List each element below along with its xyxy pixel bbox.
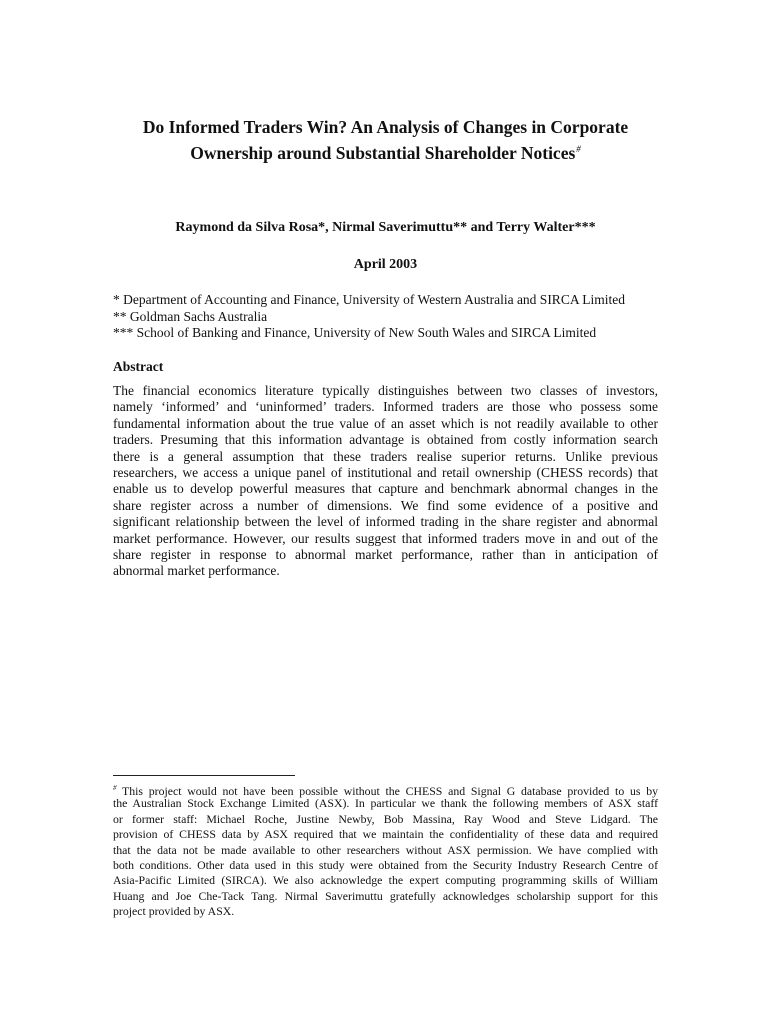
footnote-line: that the data not be made available to other researchers without ASX permission. We have complied with [113,842,658,857]
footnote-line: both conditions. Other data used in this study were obtained from the Security Industry Research Centre of [113,857,658,872]
affiliations [113,292,658,342]
abstract-line: market performance. However, our results suggest that informed traders move in and out of the [113,530,658,546]
affiliation: ** Goldman Sachs Australia [113,308,268,324]
abstract-line: enable us to develop powerful measures that capture and benchmark abnormal changes in the [113,481,658,497]
abstract-heading: Abstract [113,359,164,374]
author-list: Raymond da Silva Rosa*, Nirmal Saverimuttu** and Terry Walter*** [175,220,596,235]
title-line-1: Do Informed Traders Win? An Analysis of Changes in Corporate [142,117,629,137]
title-line-2-text: Ownership around Substantial Shareholder Notices [190,143,576,163]
footnote-line [113,781,658,796]
title-footnote-mark: # [576,144,581,154]
publication-date: April 2003 [353,257,418,272]
abstract-line: there is a general assumption that these traders realise superior returns. Unlike previous [113,448,658,464]
footnote-line: provision of CHESS data by ASX required that we maintain the confidentiality of these data and required [113,827,658,842]
paper-title [113,116,658,164]
abstract-line: researchers, we access a unique panel of institutional and retail ownership (CHESS records) that [113,464,658,480]
title-line-2 [113,138,658,164]
footnote-line: Asia-Pacific Limited (SIRCA). We also acknowledge the expert computing programming skills of William [113,873,658,888]
affiliation: * Department of Accounting and Finance, University of Western Australia and SIRCA Limited [113,292,625,307]
footnote-line: or former staff: Michael Roche, Justine Newby, Bob Massina, Ray Wood and Steve Lidgard. The [113,811,658,826]
footnote-line: Huang and Joe Che-Tack Tang. Nirmal Saverimuttu gratefully acknowledges scholarship support for this [113,888,658,903]
abstract-body [113,383,658,580]
affiliation: *** School of Banking and Finance, University of New South Wales and SIRCA Limited [113,325,597,340]
footnote [113,781,658,920]
footnote-line-text: This project would not have been possible without the CHESS and Signal G database provided to us by [116,784,658,798]
abstract-line: significant relationship between the level of informed trading in the share register and abnormal [113,514,658,530]
abstract-line: share register in response to abnormal market performance, rather than in anticipation of [113,546,658,562]
footnote-line: the Australian Stock Exchange Limited (ASX). In particular we thank the following members of ASX staff [113,796,658,811]
abstract-line: The financial economics literature typically distinguishes between two classes of investors, [113,383,658,398]
abstract-line: traders. Presuming that this information advantage is obtained from costly information search [113,432,658,448]
footnote-mark: # [113,784,117,792]
footnote-divider [113,775,295,776]
abstract-line: abnormal market performance. [113,563,280,579]
abstract-line: fundamental information about the true value of an asset which is not readily available to other [113,415,658,431]
footnote-line: project provided by ASX. [113,904,235,919]
abstract-line: share register across a number of dimensions. We find some evidence of a positive and [113,497,658,513]
abstract-line: namely ‘informed’ and ‘uninformed’ traders. Informed traders are those who possess some [113,399,658,415]
